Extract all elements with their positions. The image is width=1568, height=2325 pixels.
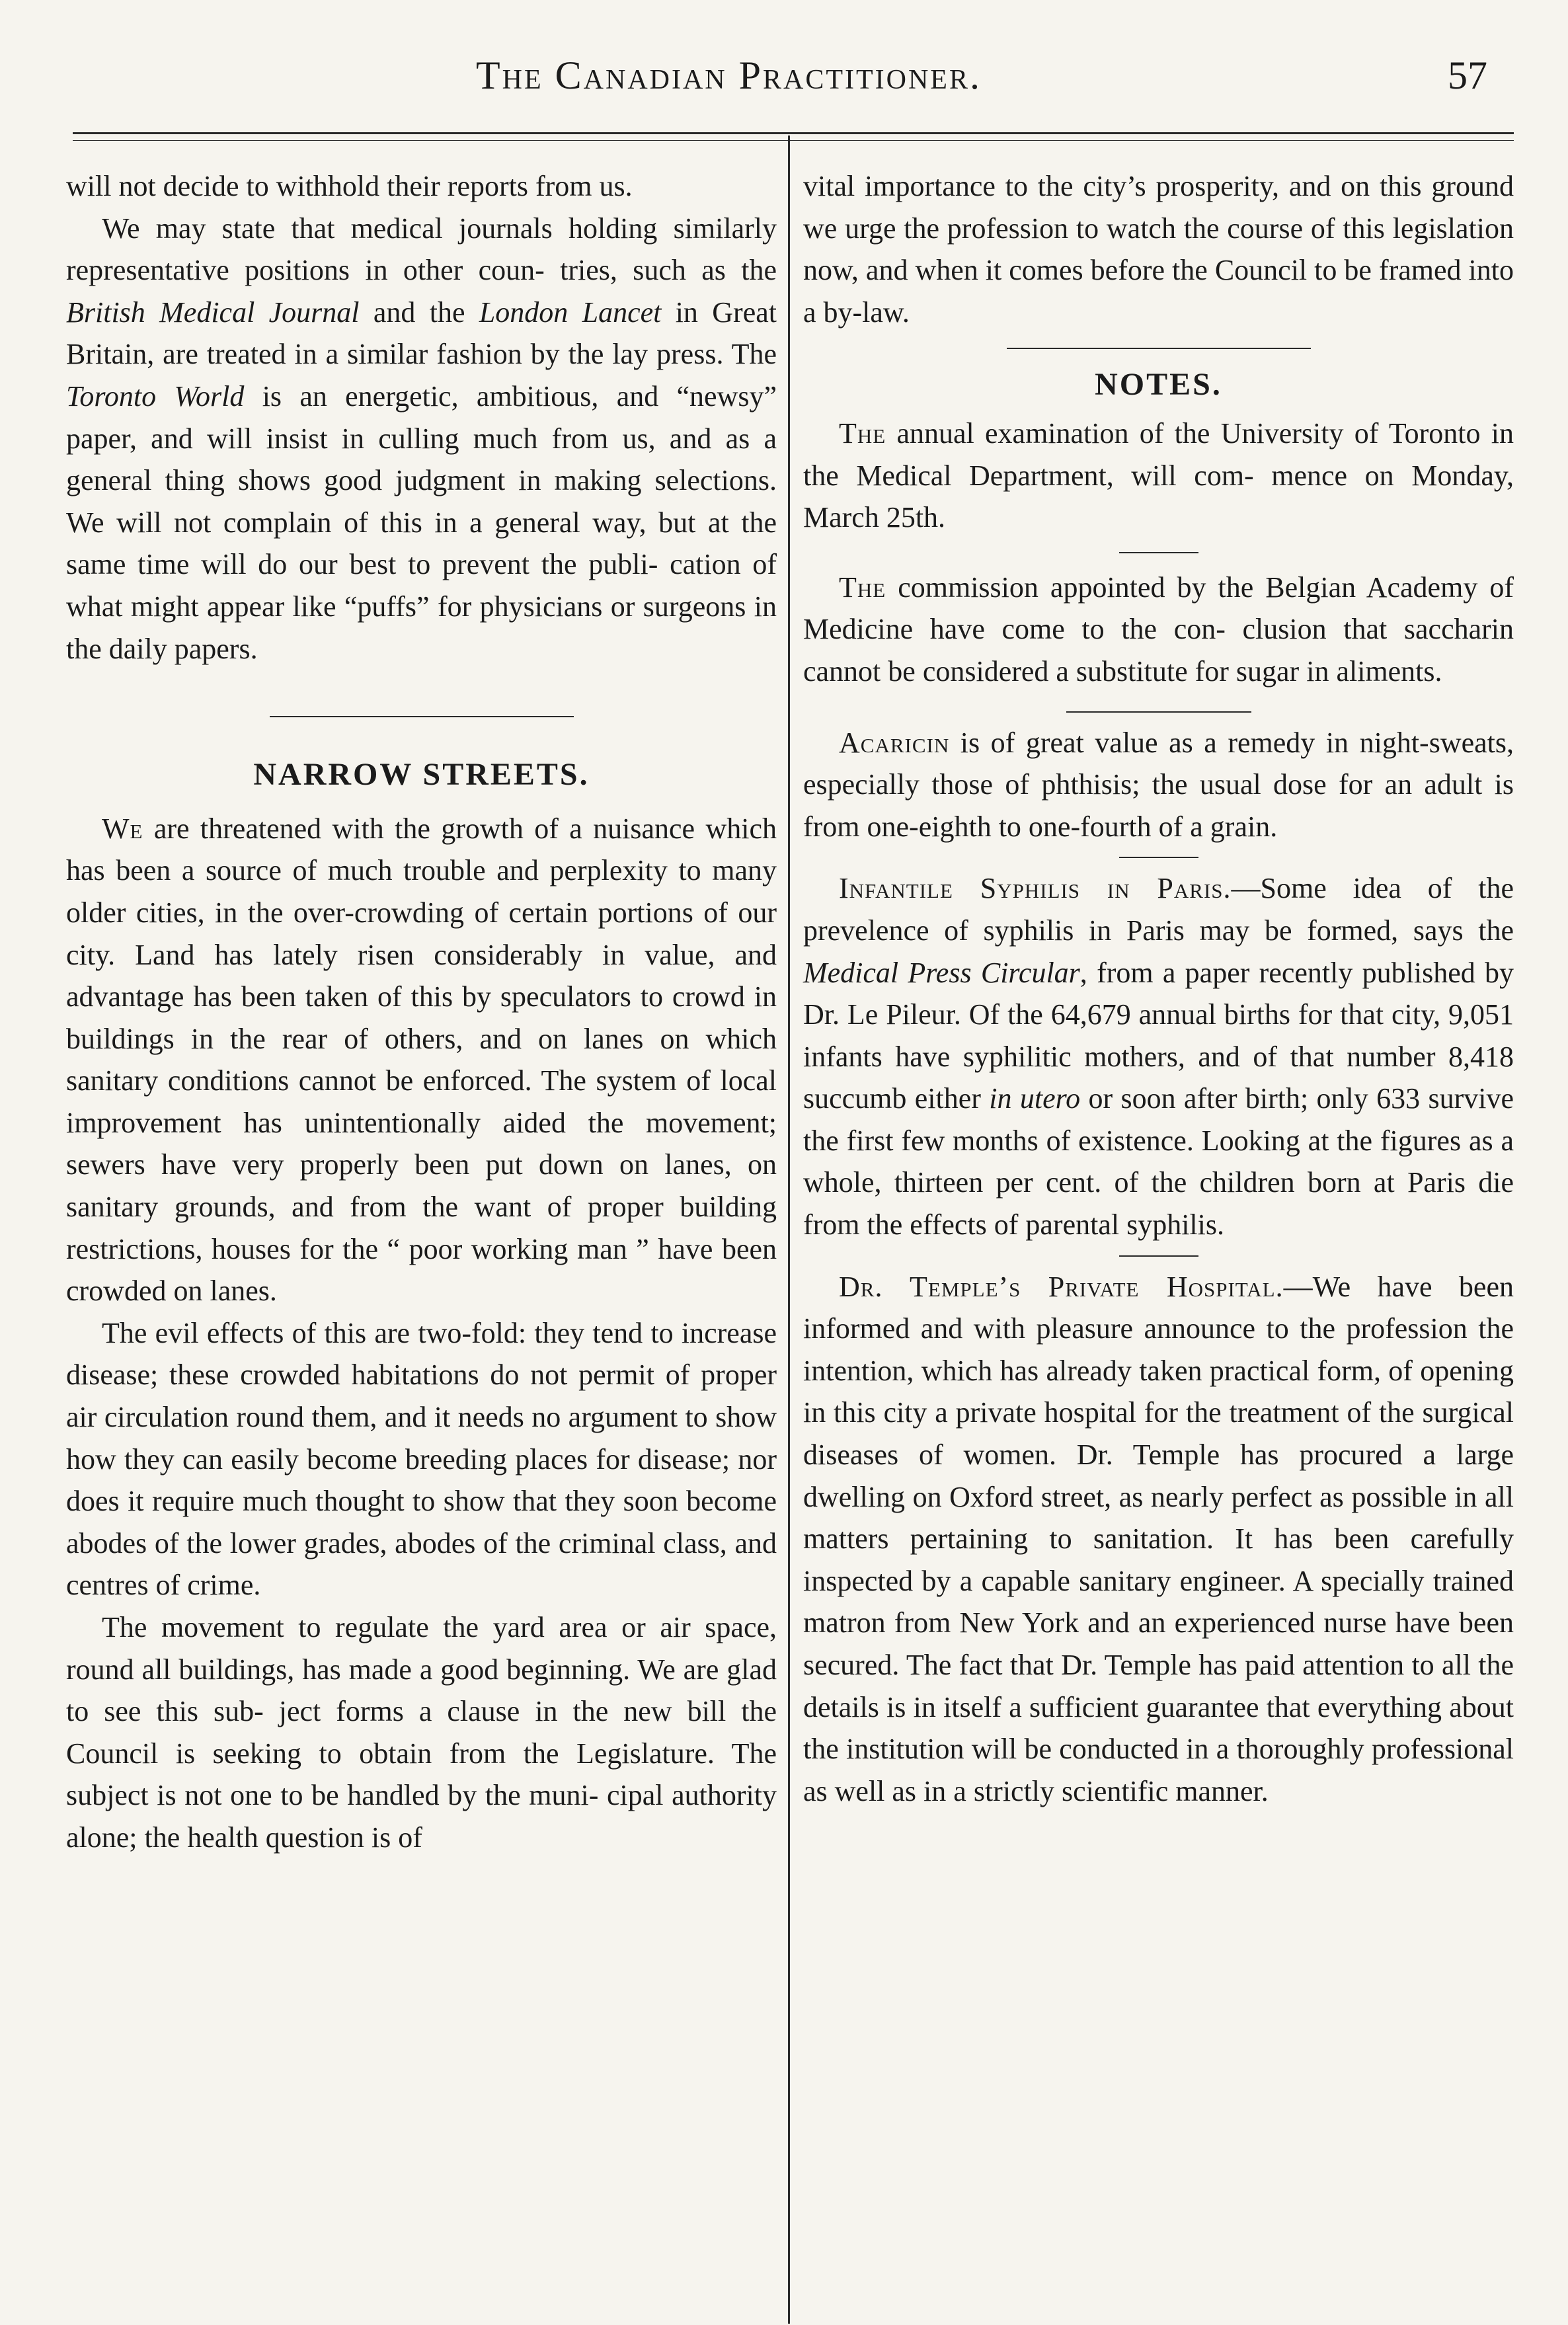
section-heading-notes: NOTES.	[1095, 367, 1222, 403]
page-number: 57	[1448, 54, 1487, 97]
paragraph-narrow-streets-2: The evil effects of this are two-fold: they tend to increase disease; these crowded habitations do not permit of proper air circulation round them, and it needs no argument to show how they can easily become breeding places for disease; nor does it require much thought to show that they soon become abodes of the lower grades, abodes of the criminal class, and centres of crime.	[66, 1316, 777, 1602]
right-column	[803, 165, 1514, 1812]
journal-title: British Medical Journal	[66, 296, 360, 329]
note-acaricin: Acaricin is of great value as a remedy in night-sweats, especially those of phthisis; the usual dose for an adult is from one-eighth to one-fourth of a grain.	[803, 726, 1514, 843]
paragraph-lay-press: We may state that medical journals holding similarly representative positions in other coun- tries, such as the British Medical Journal and the London Lancet in Great Britain, are treated in a similar fashion by the lay press. The Toronto World is an energetic, ambitious, and “newsy” paper, and will insist in culling much from us, and as a general thing shows good judgment in making selections. We will not complain of this in a general way, but at the same time will do our best to prevent the publi- cation of what might appear like “puffs” for physicians or surgeons in the daily papers.	[66, 212, 777, 665]
paragraph-narrow-streets-1: We are threatened with the growth of a nuisance which has been a source of much trouble and perplexity to many older cities, in the over-crowding of certain portions of our city. Land has lately risen considerably in value, and advantage has been taken of this by speculators to crowd in buildings in the rear of others, and on lanes on which sanitary conditions cannot be enforced. The system of local improvement has unintentionally aided the movement; sewers have very properly been put down on lanes, on sanitary grounds, and from the want of proper building restrictions, houses for the “ poor working man ” have been crowded on lanes.	[66, 812, 777, 1308]
journal-title: Toronto World	[66, 379, 245, 413]
section-heading-narrow-streets: NARROW STREETS.	[253, 757, 590, 793]
note-infantile-syphilis: Infantile Syphilis in Paris.—Some idea of the prevelence of syphilis in Paris may be formed, says the Medical Press Circular, from a paper recently published by Dr. Le Pileur. Of the 64,679 annual births for that city, 9,051 infants have syphilitic mothers, and of that number 8,418 succumb either in utero or soon after birth; only 633 survive the first few months of existence. Looking at the figures as a whole, thirteen per cent. of the children born at Paris die from the effects of parental syphilis.	[803, 872, 1514, 1241]
note-temple-hospital: Dr. Temple’s Private Hospital.—We have been informed and with pleasure announce to the profession the intention, which has already taken practical form, of opening in this city a private hospital for the treatment of the surgical diseases of women. Dr. Temple has procured a large dwelling on Oxford street, as nearly perfect as possible in all matters pertaining to sanitation. It has been carefully inspected by a capable sanitary engineer. A specially trained matron from New York and an experienced nurse have been secured. The fact that Dr. Temple has paid attention to all the details is in itself a sufficient guarantee that everything about the institution will be conducted in a thoroughly professional as well as in a strictly scientific manner.	[803, 1270, 1514, 1807]
paragraph-continuation: will not decide to withhold their reports from us.	[66, 170, 633, 202]
paragraph-continuation: vital importance to the city’s prosperity, and on this ground we urge the profession to watch the course of this legislation now, and when it comes before the Council to be framed into a by-law.	[803, 170, 1514, 329]
note-university-exam: The annual examination of the University of Toronto in the Medical Department, will com- mence on Monday, March 25th.	[803, 416, 1514, 534]
header-rule	[73, 132, 1514, 134]
paragraph-narrow-streets-3: The movement to regulate the yard area or air space, round all buildings, has made a good beginning. We are glad to see this sub- ject forms a clause in the new bill the Council is seeking to obtain from the Legislature. The subject is not one to be handled by the muni- cipal authority alone; the health question is of	[66, 1611, 777, 1854]
left-column	[66, 165, 777, 1859]
journal-title: Medical Press Circular	[803, 956, 1080, 989]
running-title: The Canadian Practitioner.	[476, 54, 982, 97]
note-saccharin: The commission appointed by the Belgian Academy of Medicine have come to the con- clusion that saccharin cannot be considered a substitute for sugar in aliments.	[803, 571, 1514, 688]
running-header	[0, 40, 1568, 112]
journal-title: London Lancet	[479, 296, 662, 329]
header-rule-thin	[73, 140, 1514, 141]
column-divider	[788, 136, 790, 2324]
